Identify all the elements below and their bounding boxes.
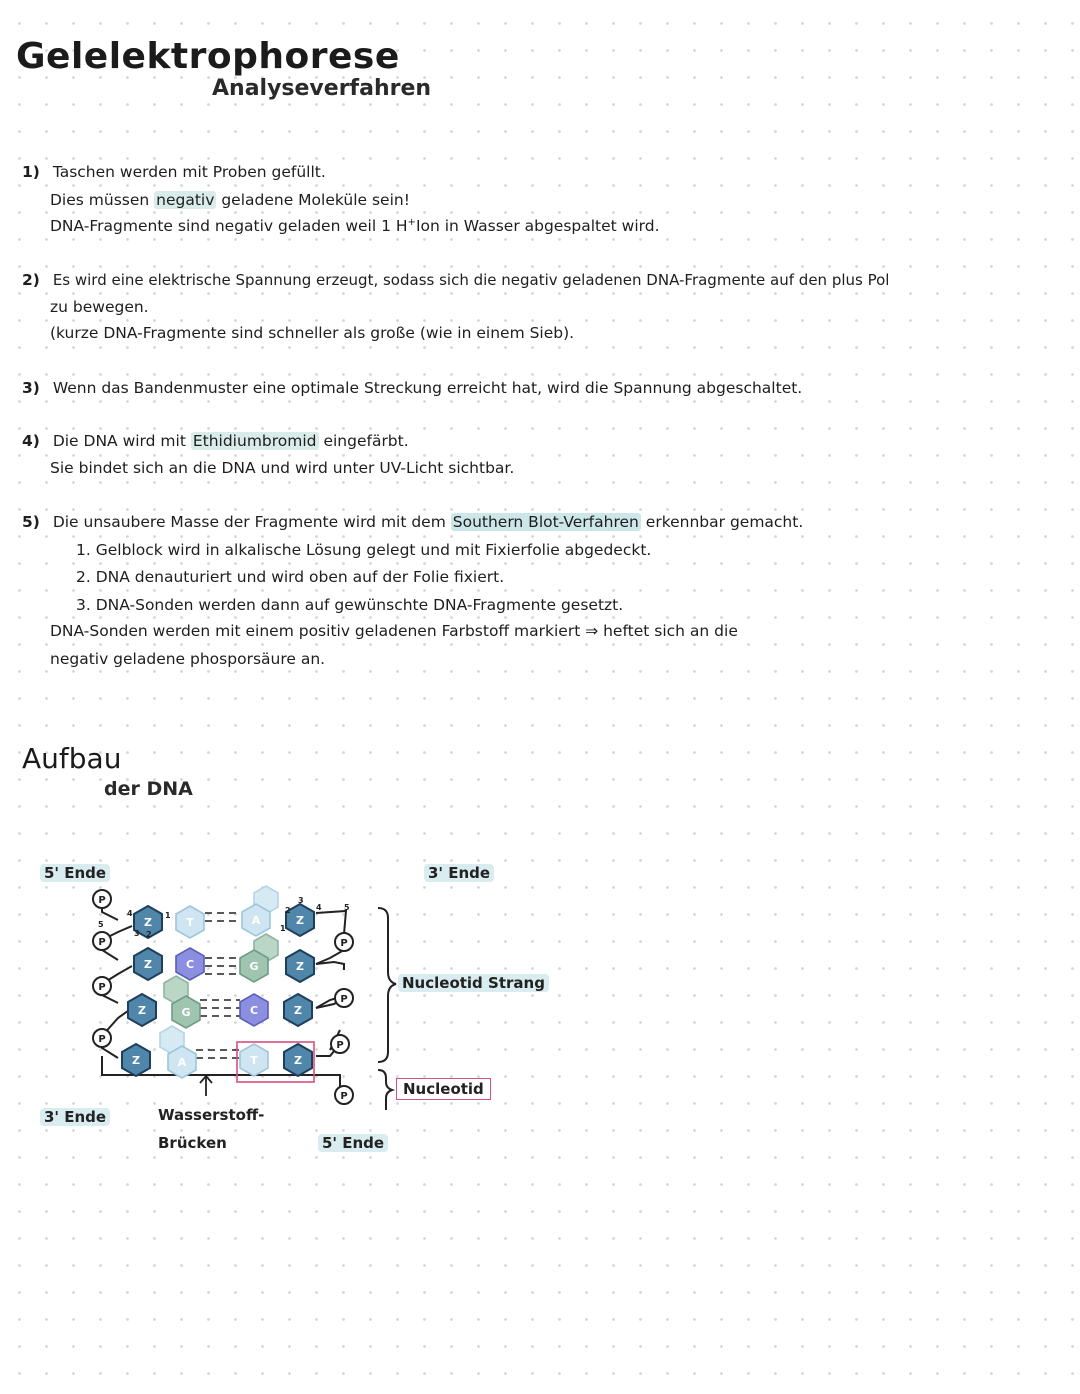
- step-5-sub-3: 3. DNA-Sonden werden dann auf gewünschte DNA-Fragmente gesetzt.: [76, 596, 624, 614]
- sugar-label-left-2: Z: [144, 958, 152, 971]
- phosphate-label-left-3: P: [98, 982, 106, 993]
- sugar-label-right-3: Z: [294, 1004, 302, 1017]
- phosphate-label-right-2: P: [340, 994, 348, 1005]
- step-5-line-1: [22, 513, 803, 531]
- highlight-southern-blot: Southern Blot-Verfahren: [452, 513, 639, 531]
- base-label-left-3: G: [181, 1006, 191, 1019]
- carbon-2-right: 2: [285, 906, 291, 915]
- step-2-number: 2): [22, 271, 40, 289]
- step-4-number: 4): [22, 432, 40, 450]
- step-3-line-1: [22, 379, 802, 397]
- step-4-line-2: Sie bindet sich an die DNA und wird unter UV-Licht sichtbar.: [50, 459, 515, 477]
- phosphate-label-right-4: P: [340, 1091, 348, 1102]
- step-5-number: 5): [22, 513, 40, 531]
- step-1-text-3b: Ion in Wasser abgespaltet wird.: [415, 217, 660, 236]
- sugar-label-left-1: Z: [144, 916, 152, 929]
- label-5-end-bottom: 5' Ende: [318, 1134, 388, 1152]
- sugar-label-left-3: Z: [138, 1004, 146, 1017]
- step-2-line-1: [22, 271, 889, 289]
- base-label-left-2: C: [185, 958, 195, 971]
- step-4-line-1: [22, 432, 409, 450]
- sugar-label-right-4: Z: [294, 1054, 302, 1067]
- left-bases: [160, 906, 204, 1078]
- label-nucleotide-strand: Nucleotid Strang: [398, 974, 549, 992]
- right-phosphates: [331, 933, 353, 1104]
- step-5-line-6: negativ geladene phosporsäure an.: [50, 650, 326, 668]
- carbon-5-left: 5: [98, 920, 104, 929]
- carbon-3-left: 3: [134, 929, 140, 938]
- dna-structure-diagram: [0, 880, 560, 1110]
- strand-brace: [378, 908, 396, 1062]
- section-title-aufbau: Aufbau: [22, 742, 122, 775]
- step-1-text-2b: geladene Moleküle sein!: [216, 191, 410, 209]
- nucleotide-brace: [378, 1070, 392, 1110]
- label-3-end-top: 3' Ende: [424, 864, 494, 882]
- highlight-negativ: negativ: [156, 191, 215, 209]
- step-5-text-1a: Die unsaubere Masse der Fragmente wird mit dem: [52, 513, 451, 531]
- step-2-text-1: Es wird eine elektrische Spannung erzeugt, sodass sich die negativ geladenen DNA-Fragmente auf den plus Pol: [52, 271, 890, 289]
- sugar-label-right-1: Z: [296, 914, 304, 927]
- step-1-number: 1): [22, 163, 40, 181]
- step-3-text-1: Wenn das Bandenmuster eine optimale Streckung erreicht hat, wird die Spannung abgeschaltet.: [52, 379, 803, 397]
- carbon-2-left: 2: [146, 930, 152, 939]
- left-phosphates: [93, 890, 111, 1047]
- label-nucleotide: Nucleotid: [396, 1078, 491, 1100]
- carbon-1-right: 1: [280, 924, 286, 933]
- base-label-right-1: A: [251, 914, 261, 927]
- sugar-label-left-4: Z: [132, 1054, 140, 1067]
- step-3-number: 3): [22, 379, 40, 397]
- left-sugars: [122, 906, 162, 1076]
- step-2-line-2: zu bewegen.: [50, 298, 149, 316]
- step-1-text-1: Taschen werden mit Proben gefüllt.: [52, 163, 326, 181]
- hbond-arrow: [200, 1076, 212, 1096]
- highlight-ethidiumbromid: Ethidiumbromid: [192, 432, 317, 450]
- carbon-4-right: 4: [316, 903, 322, 912]
- label-3-end-bottom: 3' Ende: [40, 1108, 110, 1126]
- page-subtitle: Analyseverfahren: [212, 76, 432, 101]
- step-1-text-3a: DNA-Fragmente sind negativ geladen weil 1 H: [50, 217, 408, 236]
- step-1-line-1: [22, 163, 326, 181]
- hydrogen-bonds: [196, 913, 240, 1058]
- carbon-3-right: 3: [298, 896, 304, 905]
- step-5-line-5: DNA-Sonden werden mit einem positiv geladenen Farbstoff markiert ⇒ heftet sich an die: [50, 622, 738, 640]
- step-1-line-3: [50, 217, 660, 235]
- sugar-label-right-2: Z: [296, 960, 304, 973]
- phosphate-label-right-1: P: [340, 938, 348, 949]
- phosphate-label-left-2: P: [98, 937, 106, 948]
- base-label-left-1: T: [186, 916, 194, 929]
- step-5-text-1b: erkennbar gemacht.: [640, 513, 804, 531]
- page-title: Gelelektrophorese: [16, 36, 400, 77]
- right-sugars: [284, 904, 314, 1076]
- base-label-left-4: A: [177, 1056, 187, 1069]
- phosphate-label-right-3: P: [336, 1040, 344, 1051]
- step-5-sub-1: 1. Gelblock wird in alkalische Lösung gelegt und mit Fixierfolie abgedeckt.: [76, 541, 652, 559]
- phosphate-label-left-4: P: [98, 1034, 106, 1045]
- section-subtitle-dna: der DNA: [104, 778, 193, 800]
- carbon-4-left: 4: [127, 909, 133, 918]
- label-5-end-top: 5' Ende: [40, 864, 110, 882]
- carbon-5-right: 5: [344, 903, 350, 912]
- label-hbond-1: Wasserstoff-: [158, 1106, 265, 1124]
- base-label-right-2: G: [249, 960, 259, 973]
- phosphate-label-left-1: P: [98, 895, 106, 906]
- superscript-plus: +: [407, 217, 416, 228]
- base-label-right-4: T: [250, 1054, 258, 1067]
- step-1-text-2a: Dies müssen: [50, 191, 155, 209]
- step-5-sub-2: 2. DNA denauturiert und wird oben auf der Folie fixiert.: [76, 568, 505, 586]
- carbon-1-left: 1: [165, 911, 171, 920]
- base-label-right-3: C: [249, 1004, 259, 1017]
- step-1-line-2: [50, 191, 410, 209]
- step-4-text-1a: Die DNA wird mit: [52, 432, 191, 450]
- step-4-text-1b: eingefärbt.: [318, 432, 409, 450]
- label-hbond-2: Brücken: [158, 1134, 227, 1152]
- step-2-line-3: (kurze DNA-Fragmente sind schneller als große (wie in einem Sieb).: [50, 324, 575, 342]
